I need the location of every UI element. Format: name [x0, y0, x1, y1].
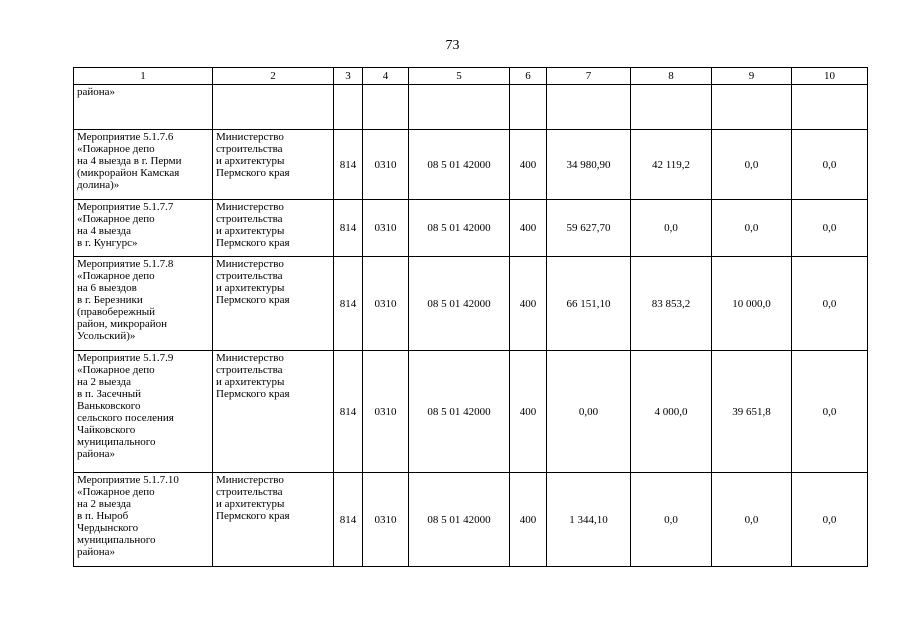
- code-cell: 814: [334, 257, 363, 351]
- amount-cell: 0,0: [792, 351, 868, 473]
- executor-cell: Министерство строительства и архитектуры Пермского края: [213, 351, 334, 473]
- budget-table: [73, 67, 868, 567]
- executor-cell: Министерство строительства и архитектуры Пермского края: [213, 257, 334, 351]
- column-header: 5: [409, 68, 510, 85]
- table-cell: [409, 85, 510, 130]
- page-number: 73: [445, 38, 460, 53]
- code-cell: 0310: [363, 200, 409, 257]
- table-cell: [213, 85, 334, 130]
- amount-cell: 0,0: [631, 473, 712, 567]
- table-cell: [792, 85, 868, 130]
- activity-name-cell: района»: [74, 85, 213, 130]
- amount-cell: 0,0: [792, 130, 868, 200]
- table-row: [74, 130, 868, 200]
- amount-cell: 39 651,8: [712, 351, 792, 473]
- column-header: 3: [334, 68, 363, 85]
- executor-cell: Министерство строительства и архитектуры Пермского края: [213, 200, 334, 257]
- activity-name-cell: Мероприятие 5.1.7.7 «Пожарное депо на 4 выезда в г. Кунгурс»: [74, 200, 213, 257]
- header-row: [74, 68, 868, 85]
- amount-cell: 66 151,10: [547, 257, 631, 351]
- code-cell: 400: [510, 351, 547, 473]
- code-cell: 0310: [363, 473, 409, 567]
- code-cell: 400: [510, 473, 547, 567]
- amount-cell: 0,0: [792, 200, 868, 257]
- column-header: 6: [510, 68, 547, 85]
- column-header: 10: [792, 68, 868, 85]
- amount-cell: 4 000,0: [631, 351, 712, 473]
- column-header: 7: [547, 68, 631, 85]
- code-cell: 08 5 01 42000: [409, 200, 510, 257]
- activity-name-cell: Мероприятие 5.1.7.10 «Пожарное депо на 2 выезда в п. Ныроб Чердынского муниципального района»: [74, 473, 213, 567]
- executor-cell: Министерство строительства и архитектуры Пермского края: [213, 473, 334, 567]
- table-row: [74, 257, 868, 351]
- table-cell: [363, 85, 409, 130]
- table-row: [74, 473, 868, 567]
- code-cell: 08 5 01 42000: [409, 473, 510, 567]
- column-header: 8: [631, 68, 712, 85]
- amount-cell: 83 853,2: [631, 257, 712, 351]
- code-cell: 814: [334, 351, 363, 473]
- table-row: [74, 351, 868, 473]
- amount-cell: 1 344,10: [547, 473, 631, 567]
- code-cell: 08 5 01 42000: [409, 130, 510, 200]
- activity-name-cell: Мероприятие 5.1.7.6 «Пожарное депо на 4 выезда в г. Перми (микрорайон Камская долина)»: [74, 130, 213, 200]
- executor-cell: Министерство строительства и архитектуры Пермского края: [213, 130, 334, 200]
- code-cell: 08 5 01 42000: [409, 257, 510, 351]
- table-row-continuation: [74, 85, 868, 130]
- amount-cell: 0,00: [547, 351, 631, 473]
- code-cell: 814: [334, 200, 363, 257]
- amount-cell: 10 000,0: [712, 257, 792, 351]
- amount-cell: 42 119,2: [631, 130, 712, 200]
- table-row: [74, 200, 868, 257]
- table-cell: [631, 85, 712, 130]
- table-cell: [510, 85, 547, 130]
- code-cell: 400: [510, 130, 547, 200]
- column-header: 2: [213, 68, 334, 85]
- table-cell: [547, 85, 631, 130]
- code-cell: 0310: [363, 257, 409, 351]
- amount-cell: 0,0: [631, 200, 712, 257]
- amount-cell: 0,0: [792, 257, 868, 351]
- amount-cell: 0,0: [712, 473, 792, 567]
- code-cell: 0310: [363, 351, 409, 473]
- column-header: 4: [363, 68, 409, 85]
- code-cell: 400: [510, 257, 547, 351]
- code-cell: 814: [334, 130, 363, 200]
- column-header: 1: [74, 68, 213, 85]
- activity-name-cell: Мероприятие 5.1.7.8 «Пожарное депо на 6 выездов в г. Березники (правобережный район, микрорайон Усольский)»: [74, 257, 213, 351]
- amount-cell: 0,0: [712, 130, 792, 200]
- code-cell: 400: [510, 200, 547, 257]
- code-cell: 08 5 01 42000: [409, 351, 510, 473]
- table-cell: [712, 85, 792, 130]
- activity-name-cell: Мероприятие 5.1.7.9 «Пожарное депо на 2 выезда в п. Засечный Ваньковского сельского поселения Чайковского муниципального района»: [74, 351, 213, 473]
- amount-cell: 34 980,90: [547, 130, 631, 200]
- column-header: 9: [712, 68, 792, 85]
- table-cell: [334, 85, 363, 130]
- amount-cell: 0,0: [712, 200, 792, 257]
- amount-cell: 59 627,70: [547, 200, 631, 257]
- amount-cell: 0,0: [792, 473, 868, 567]
- code-cell: 0310: [363, 130, 409, 200]
- code-cell: 814: [334, 473, 363, 567]
